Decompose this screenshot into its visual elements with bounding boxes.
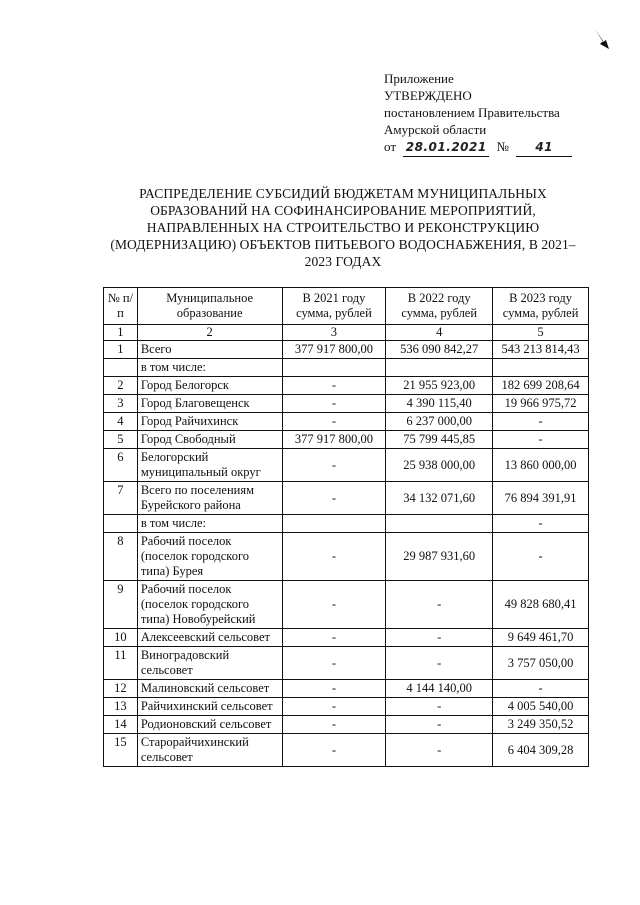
municipality-cell: Всего (137, 341, 282, 359)
table-row (104, 698, 589, 716)
staple-mark (594, 28, 610, 50)
amount-2021-cell: 377 917 800,00 (282, 341, 386, 359)
table-row (104, 716, 589, 734)
table-row (104, 647, 589, 680)
index-cell: 2 (137, 325, 282, 341)
amount-2023-cell: 3 757 050,00 (493, 647, 589, 680)
table-row (104, 482, 589, 515)
municipality-cell: Родионовский сельсовет (137, 716, 282, 734)
amount-2022-cell (386, 359, 493, 377)
amount-2021-cell: - (282, 482, 386, 515)
table-row (104, 680, 589, 698)
header-2023: В 2023 году сумма, рублей (493, 288, 589, 325)
index-cell: 1 (104, 325, 138, 341)
header-num: № п/п (104, 288, 138, 325)
row-number-cell: 8 (104, 533, 138, 581)
amount-2022-cell: - (386, 647, 493, 680)
municipality-cell: Город Белогорск (137, 377, 282, 395)
municipality-cell: Алексеевский сельсовет (137, 629, 282, 647)
amount-2021-cell: - (282, 734, 386, 767)
amount-2022-cell: 21 955 923,00 (386, 377, 493, 395)
amount-2023-cell: - (493, 413, 589, 431)
table-row (104, 341, 589, 359)
amount-2021-cell: 377 917 800,00 (282, 431, 386, 449)
handwritten-number: 41 (516, 139, 572, 157)
row-number-cell: 11 (104, 647, 138, 680)
municipality-cell: в том числе: (137, 359, 282, 377)
municipality-cell: Старорайчихинский сельсовет (137, 734, 282, 767)
amount-2023-cell: 49 828 680,41 (493, 581, 589, 629)
header-municipality: Муниципальное образование (137, 288, 282, 325)
amount-2022-cell: 25 938 000,00 (386, 449, 493, 482)
municipality-cell: Всего по поселениям Бурейского района (137, 482, 282, 515)
municipality-cell: Белогорский муниципальный округ (137, 449, 282, 482)
amount-2023-cell: 4 005 540,00 (493, 698, 589, 716)
table-row (104, 431, 589, 449)
municipality-cell: Малиновский сельсовет (137, 680, 282, 698)
amount-2022-cell: - (386, 698, 493, 716)
amount-2021-cell: - (282, 449, 386, 482)
municipality-cell: Рабочий поселок (поселок городского типа) Бурея (137, 533, 282, 581)
amount-2021-cell: - (282, 716, 386, 734)
row-number-cell: 12 (104, 680, 138, 698)
amount-2021-cell: - (282, 377, 386, 395)
amount-2023-cell: - (493, 515, 589, 533)
approval-line-appendix: Приложение (384, 71, 454, 86)
row-number-cell (104, 515, 138, 533)
amount-2022-cell: 4 144 140,00 (386, 680, 493, 698)
amount-2023-cell: 3 249 350,52 (493, 716, 589, 734)
amount-2021-cell: - (282, 395, 386, 413)
row-number-cell: 1 (104, 341, 138, 359)
amount-2022-cell: 75 799 445,85 (386, 431, 493, 449)
header-2021: В 2021 году сумма, рублей (282, 288, 386, 325)
row-number-cell: 10 (104, 629, 138, 647)
municipality-cell: Город Благовещенск (137, 395, 282, 413)
row-number-cell: 2 (104, 377, 138, 395)
municipality-cell: Виноградовский сельсовет (137, 647, 282, 680)
municipality-cell: Рабочий поселок (поселок городского типа) Новобурейский (137, 581, 282, 629)
amount-2022-cell: 34 132 071,60 (386, 482, 493, 515)
row-number-cell: 14 (104, 716, 138, 734)
amount-2023-cell (493, 359, 589, 377)
table-row (104, 395, 589, 413)
amount-2022-cell: 29 987 931,60 (386, 533, 493, 581)
amount-2023-cell: 182 699 208,64 (493, 377, 589, 395)
amount-2022-cell: - (386, 734, 493, 767)
approval-line-region: Амурской области (384, 122, 487, 137)
from-label: от (384, 139, 397, 154)
amount-2021-cell: - (282, 581, 386, 629)
amount-2023-cell: 9 649 461,70 (493, 629, 589, 647)
table-row (104, 449, 589, 482)
amount-2022-cell: 6 237 000,00 (386, 413, 493, 431)
amount-2023-cell: 76 894 391,91 (493, 482, 589, 515)
amount-2021-cell: - (282, 533, 386, 581)
index-cell: 5 (493, 325, 589, 341)
table-row (104, 734, 589, 767)
amount-2021-cell: - (282, 698, 386, 716)
municipality-cell: в том числе: (137, 515, 282, 533)
handwritten-date: 28.01.2021 (403, 139, 489, 157)
table-row (104, 515, 589, 533)
table-row (104, 533, 589, 581)
amount-2022-cell: - (386, 581, 493, 629)
amount-2023-cell: - (493, 533, 589, 581)
row-number-cell: 7 (104, 482, 138, 515)
amount-2021-cell: - (282, 413, 386, 431)
row-number-cell: 6 (104, 449, 138, 482)
amount-2023-cell: 19 966 975,72 (493, 395, 589, 413)
amount-2022-cell: - (386, 716, 493, 734)
approval-date-row (384, 138, 634, 157)
amount-2021-cell (282, 515, 386, 533)
row-number-cell: 4 (104, 413, 138, 431)
table-row (104, 377, 589, 395)
table-header-row (104, 288, 589, 325)
approval-line-resolution: постановлением Правительства (384, 105, 560, 120)
municipality-cell: Город Свободный (137, 431, 282, 449)
amount-2023-cell: - (493, 431, 589, 449)
document-title: РАСПРЕДЕЛЕНИЕ СУБСИДИЙ БЮДЖЕТАМ МУНИЦИПАЛЬНЫХ ОБРАЗОВАНИЙ НА СОФИНАНСИРОВАНИЕ МЕРОПРИЯТИЙ, НАПРАВЛЕННЫХ НА СТРОИТЕЛЬСТВО И РЕКОНСТРУКЦИЮ (МОДЕРНИЗАЦИЮ) ОБЪЕКТОВ ПИТЬЕВОГО ВОДОСНАБЖЕНИЯ, В 2021–2023 ГОДАХ (110, 186, 576, 269)
amount-2023-cell: 6 404 309,28 (493, 734, 589, 767)
table-row (104, 413, 589, 431)
amount-2021-cell: - (282, 647, 386, 680)
approval-block (384, 70, 634, 157)
amount-2023-cell: 13 860 000,00 (493, 449, 589, 482)
column-index-row (104, 325, 589, 341)
row-number-cell: 5 (104, 431, 138, 449)
amount-2022-cell: - (386, 629, 493, 647)
table-row (104, 629, 589, 647)
municipality-cell: Райчихинский сельсовет (137, 698, 282, 716)
row-number-cell (104, 359, 138, 377)
amount-2022-cell: 536 090 842,27 (386, 341, 493, 359)
amount-2021-cell: - (282, 680, 386, 698)
row-number-cell: 13 (104, 698, 138, 716)
index-cell: 4 (386, 325, 493, 341)
municipality-cell: Город Райчихинск (137, 413, 282, 431)
header-2022: В 2022 году сумма, рублей (386, 288, 493, 325)
amount-2022-cell: 4 390 115,40 (386, 395, 493, 413)
row-number-cell: 9 (104, 581, 138, 629)
approval-line-approved: УТВЕРЖДЕНО (384, 88, 472, 103)
row-number-cell: 3 (104, 395, 138, 413)
number-label: № (496, 139, 509, 154)
amount-2023-cell: 543 213 814,43 (493, 341, 589, 359)
table-row (104, 581, 589, 629)
index-cell: 3 (282, 325, 386, 341)
amount-2021-cell (282, 359, 386, 377)
amount-2023-cell: - (493, 680, 589, 698)
amount-2021-cell: - (282, 629, 386, 647)
row-number-cell: 15 (104, 734, 138, 767)
subsidy-table (103, 287, 589, 767)
table-row (104, 359, 589, 377)
amount-2022-cell (386, 515, 493, 533)
table-body (104, 325, 589, 767)
